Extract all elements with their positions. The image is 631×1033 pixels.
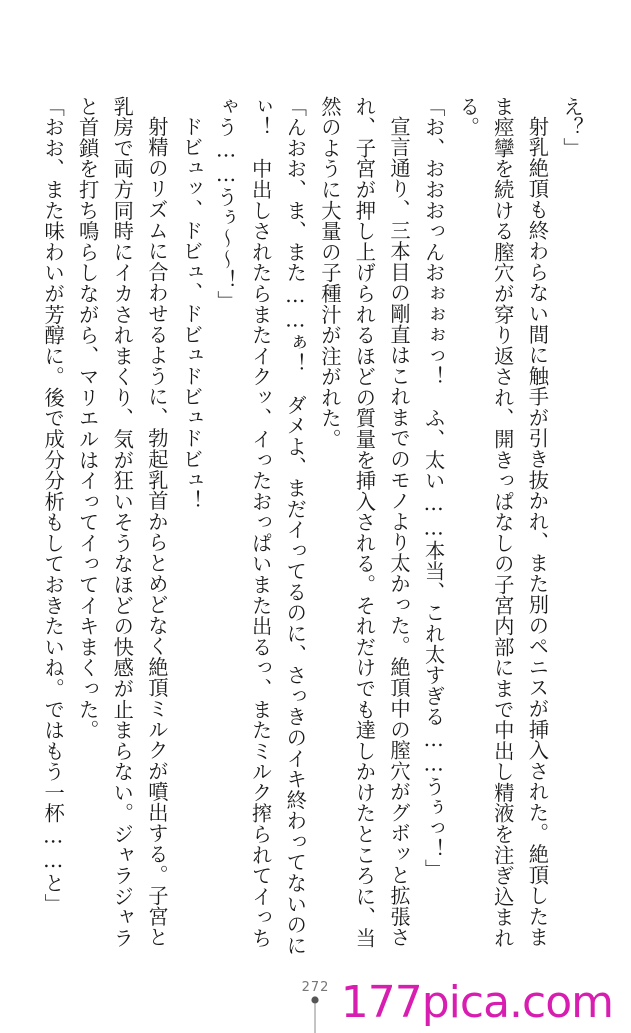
novel-body-text — [29, 96, 589, 956]
text-line: え？」 — [560, 96, 584, 159]
text-line: 「おお、また味わいが芳醇に。後で成分分析もしておきたいね。ではもう一杯……と」 — [41, 96, 66, 915]
text-line: 宣言通り、三本目の剛直はこれまでのモノより太かった。絶頂中の膣穴がグボッと拡張され、子宮が押し上げられるほどの質量を挿入される。それだけでも達しかけたところに、当然のように大量の子種汁が注がれた。 — [317, 96, 412, 949]
text-line: ドビュッ、ドビュ、ドビュドビュドビュ！ — [179, 116, 204, 512]
watermark-text: 177pica.com — [340, 977, 613, 1028]
text-line: 射乳絶頂も終わらない間に触手が引き抜かれ、また別のペニスが挿入された。絶頂したまま痙攣を続ける膣穴が穿り返され、開きっぱなしの子宮内部にまで中出し精液を注ぎ込まれる。 — [456, 96, 550, 949]
text-line: 「お、おおおっんおぉぉぉっ！ ふ、太い……本当、これ太すぎる……うぅっ！」 — [421, 96, 446, 881]
page-number: 272 — [301, 980, 330, 995]
text-line: 射精のリズムに合わせるように、勃起乳首からとめどなく絶頂ミルクが噴出する。子宮と乳房で両方同時にイカされまくり、気が狂いそうなほどの快感が止まらない。ジャラジャラと首鎖を打ち鳴らしながら、マリエルはイってイってイキまくった。 — [75, 96, 169, 949]
text-line: 「んおお、ま、また……ぁ！ ダメよ、まだイってるのに、さっきのイキ終わってないのにぃ！ 中出しされたらまたイクッ、イったおっぱいまた出るっ、またミルク搾られてイっちゃう……うぅ～～！」 — [214, 96, 308, 956]
page-marker-icon — [311, 996, 319, 1033]
